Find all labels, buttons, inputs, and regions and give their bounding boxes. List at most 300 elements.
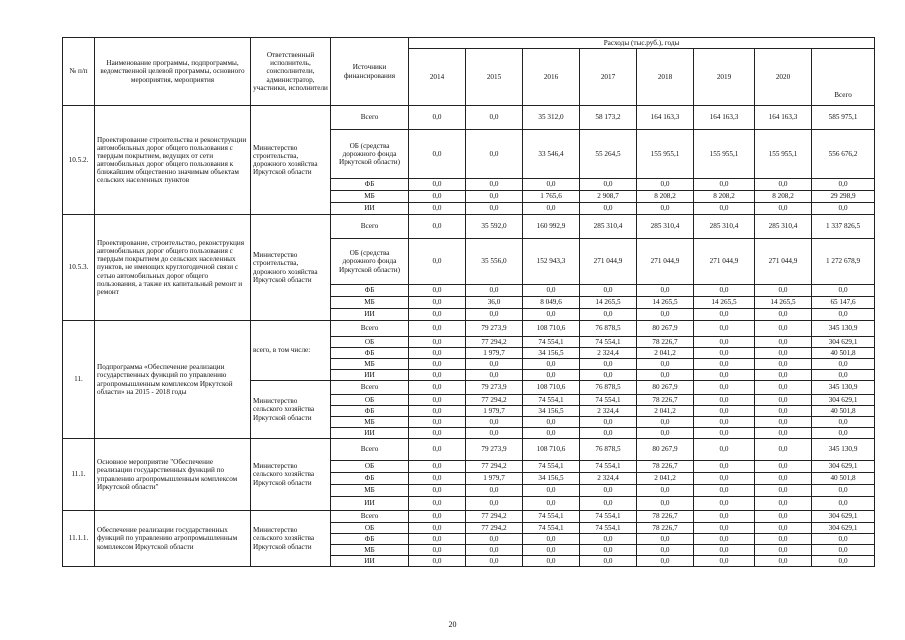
year-value: 0,0: [409, 359, 466, 370]
total-value: 0,0: [812, 428, 875, 439]
page-number: 20: [448, 620, 457, 629]
year-value: 0,0: [637, 485, 694, 497]
year-value: 164 163,3: [694, 106, 755, 130]
total-value: 556 676,2: [812, 130, 875, 179]
header-program-name: Наименование программы, подпрограммы, ведомственной целевой программы, основного мероприятия, мероприятия: [95, 38, 251, 106]
year-value: 0,0: [637, 497, 694, 511]
funding-source: ОБ: [331, 395, 409, 406]
year-value: 0,0: [523, 370, 580, 381]
year-value: 80 267,9: [637, 381, 694, 395]
year-value: 164 163,3: [637, 106, 694, 130]
year-value: 0,0: [694, 395, 755, 406]
funding-source: Всего: [331, 106, 409, 130]
year-value: 0,0: [637, 203, 694, 215]
executor: Министерство сельского хозяйства Иркутской области: [251, 511, 331, 567]
year-value: 0,0: [755, 461, 812, 473]
table-row: [63, 439, 875, 461]
year-value: 0,0: [694, 439, 755, 461]
year-value: 0,0: [694, 417, 755, 428]
year-value: 0,0: [409, 297, 466, 309]
program-name: Обеспечение реализации государственных функций по управлению агропромышленным комплексом Иркутской области: [95, 511, 251, 567]
year-value: 80 267,9: [637, 321, 694, 337]
year-value: 0,0: [466, 130, 523, 179]
header-year: 2014: [409, 49, 466, 106]
year-value: 2 324,4: [580, 348, 637, 359]
year-value: 0,0: [694, 511, 755, 523]
year-value: 0,0: [523, 556, 580, 567]
total-value: 0,0: [812, 545, 875, 556]
table-row: [63, 106, 875, 130]
funding-source: Всего: [331, 215, 409, 239]
row-code: 10.5.3.: [63, 215, 95, 321]
year-value: 77 294,2: [466, 395, 523, 406]
year-value: 35 592,0: [466, 215, 523, 239]
year-value: 74 554,1: [580, 511, 637, 523]
year-value: 74 554,1: [523, 511, 580, 523]
year-value: 0,0: [466, 203, 523, 215]
table-row: [63, 511, 875, 523]
funding-source: Всего: [331, 511, 409, 523]
header-year: 2015: [466, 49, 523, 106]
year-value: 0,0: [755, 348, 812, 359]
year-value: 74 554,1: [580, 461, 637, 473]
total-value: 0,0: [812, 309, 875, 321]
year-value: 0,0: [755, 309, 812, 321]
year-value: 0,0: [409, 406, 466, 417]
funding-source: ОБ (средства дорожного фонда Иркутской области): [331, 239, 409, 285]
table-row: [63, 215, 875, 239]
year-value: 0,0: [409, 381, 466, 395]
total-value: 304 629,1: [812, 395, 875, 406]
year-value: 285 310,4: [694, 215, 755, 239]
year-value: 0,0: [580, 417, 637, 428]
year-value: 0,0: [755, 395, 812, 406]
executor: Министерство строительства, дорожного хозяйства Иркутской области: [251, 106, 331, 215]
year-value: 2 324,4: [580, 406, 637, 417]
year-value: 155 955,1: [694, 130, 755, 179]
year-value: 108 710,6: [523, 321, 580, 337]
year-value: 0,0: [694, 179, 755, 191]
year-value: 0,0: [755, 285, 812, 297]
total-value: 65 147,6: [812, 297, 875, 309]
total-value: 304 629,1: [812, 523, 875, 534]
year-value: 0,0: [755, 321, 812, 337]
year-value: 0,0: [755, 203, 812, 215]
total-value: 0,0: [812, 497, 875, 511]
year-value: 271 044,9: [755, 239, 812, 285]
year-value: 155 955,1: [637, 130, 694, 179]
year-value: 0,0: [694, 381, 755, 395]
funding-source: ИИ: [331, 203, 409, 215]
year-value: 0,0: [694, 285, 755, 297]
year-value: 2 041,2: [637, 406, 694, 417]
year-value: 0,0: [523, 545, 580, 556]
year-value: 0,0: [755, 511, 812, 523]
total-value: 304 629,1: [812, 511, 875, 523]
year-value: 285 310,4: [755, 215, 812, 239]
year-value: 0,0: [523, 485, 580, 497]
total-value: 1 337 826,5: [812, 215, 875, 239]
year-value: 0,0: [694, 321, 755, 337]
year-value: 0,0: [409, 239, 466, 285]
year-value: 0,0: [755, 556, 812, 567]
funding-source: МБ: [331, 545, 409, 556]
program-name: Проектирование строительства и реконструкции автомобильных дорог общего пользования с твердым покрытием, ведущих от сети автомобильных дорог общего пользования к ближайшим общественно значимым объектам сельских населенных пунктов: [95, 106, 251, 215]
year-value: 74 554,1: [523, 461, 580, 473]
year-value: 76 878,5: [580, 321, 637, 337]
year-value: 0,0: [755, 381, 812, 395]
year-value: 0,0: [580, 545, 637, 556]
year-value: 0,0: [637, 179, 694, 191]
year-value: 0,0: [694, 348, 755, 359]
year-value: 0,0: [694, 556, 755, 567]
year-value: 0,0: [466, 179, 523, 191]
year-value: 34 156,5: [523, 406, 580, 417]
year-value: 77 294,2: [466, 523, 523, 534]
year-value: 0,0: [755, 428, 812, 439]
executor: Министерство строительства, дорожного хозяйства Иркутской области: [251, 215, 331, 321]
year-value: 34 156,5: [523, 348, 580, 359]
header-year: 2016: [523, 49, 580, 106]
funding-source: ФБ: [331, 406, 409, 417]
year-value: 0,0: [637, 556, 694, 567]
year-value: 79 273,9: [466, 381, 523, 395]
funding-source: МБ: [331, 485, 409, 497]
program-name: Подпрограмма «Обеспечение реализации государственных функций по управлению агропромышленным комплексом Иркутской области» на 2015 - 2018 годы: [95, 321, 251, 439]
header-total: Всего: [812, 49, 875, 106]
year-value: 108 710,6: [523, 381, 580, 395]
year-value: 0,0: [755, 439, 812, 461]
year-value: 14 265,5: [580, 297, 637, 309]
year-value: 2 041,2: [637, 348, 694, 359]
year-value: 0,0: [523, 417, 580, 428]
year-value: 0,0: [580, 485, 637, 497]
year-value: 2 324,4: [580, 473, 637, 485]
year-value: 0,0: [409, 511, 466, 523]
total-value: 40 501,8: [812, 406, 875, 417]
executor: всего, в том числе:: [251, 321, 331, 381]
year-value: 0,0: [637, 309, 694, 321]
budget-table: [62, 37, 875, 567]
year-value: 34 156,5: [523, 473, 580, 485]
year-value: 0,0: [637, 417, 694, 428]
year-value: 0,0: [755, 545, 812, 556]
year-value: 1 979,7: [466, 348, 523, 359]
year-value: 0,0: [409, 130, 466, 179]
total-value: 0,0: [812, 485, 875, 497]
year-value: 0,0: [755, 359, 812, 370]
year-value: 8 208,2: [694, 191, 755, 203]
executor: Министерство сельского хозяйства Иркутской области: [251, 439, 331, 511]
funding-source: Всего: [331, 381, 409, 395]
year-value: 285 310,4: [637, 215, 694, 239]
year-value: 0,0: [409, 497, 466, 511]
year-value: 0,0: [755, 485, 812, 497]
year-value: 0,0: [694, 309, 755, 321]
year-value: 74 554,1: [523, 523, 580, 534]
year-value: 0,0: [409, 337, 466, 348]
year-value: 164 163,3: [755, 106, 812, 130]
year-value: 0,0: [409, 321, 466, 337]
total-value: 0,0: [812, 179, 875, 191]
year-value: 0,0: [466, 309, 523, 321]
funding-source: ИИ: [331, 428, 409, 439]
year-value: 77 294,2: [466, 337, 523, 348]
year-value: 0,0: [409, 485, 466, 497]
year-value: 74 554,1: [580, 523, 637, 534]
year-value: 80 267,9: [637, 439, 694, 461]
year-value: 0,0: [523, 534, 580, 545]
year-value: 35 556,0: [466, 239, 523, 285]
total-value: 304 629,1: [812, 337, 875, 348]
funding-source: Всего: [331, 321, 409, 337]
year-value: 0,0: [523, 497, 580, 511]
total-value: 585 975,1: [812, 106, 875, 130]
total-value: 0,0: [812, 534, 875, 545]
year-value: 0,0: [409, 556, 466, 567]
year-value: 0,0: [409, 203, 466, 215]
funding-source: ИИ: [331, 370, 409, 381]
year-value: 33 546,4: [523, 130, 580, 179]
year-value: 0,0: [409, 545, 466, 556]
year-value: 0,0: [580, 497, 637, 511]
year-value: 0,0: [637, 370, 694, 381]
table-row: [63, 321, 875, 337]
year-value: 0,0: [409, 395, 466, 406]
year-value: 14 265,5: [694, 297, 755, 309]
funding-source: Всего: [331, 439, 409, 461]
total-value: 345 130,9: [812, 381, 875, 395]
year-value: 74 554,1: [580, 337, 637, 348]
year-value: 0,0: [755, 179, 812, 191]
funding-source: ИИ: [331, 309, 409, 321]
year-value: 0,0: [409, 428, 466, 439]
year-value: 0,0: [466, 556, 523, 567]
program-name: Основное мероприятие "Обеспечение реализации государственных функций по управлению агропромышленным комплексом Иркутской области": [95, 439, 251, 511]
program-name: Проектирование, строительство, реконструкция автомобильных дорог общего пользования с твердым покрытием до сельских населенных пунктов, не имеющих круглогодичной связи с сетью автомобильных дорог общего пользования, а также их капитальный ремонт и ремонт: [95, 215, 251, 321]
year-value: 0,0: [409, 309, 466, 321]
year-value: 0,0: [409, 461, 466, 473]
funding-source: МБ: [331, 297, 409, 309]
year-value: 0,0: [580, 428, 637, 439]
header-funding-source: Источники финансирования: [331, 38, 409, 106]
year-value: 0,0: [637, 428, 694, 439]
year-value: 77 294,2: [466, 511, 523, 523]
year-value: 155 955,1: [755, 130, 812, 179]
total-value: 0,0: [812, 556, 875, 567]
year-value: 0,0: [637, 285, 694, 297]
header-year: 2020: [755, 49, 812, 106]
year-value: 152 943,3: [523, 239, 580, 285]
year-value: 0,0: [580, 179, 637, 191]
header-expenses: Расходы (тыс.руб.), годы: [409, 38, 875, 49]
year-value: 0,0: [466, 534, 523, 545]
funding-source: МБ: [331, 191, 409, 203]
year-value: 0,0: [409, 106, 466, 130]
year-value: 74 554,1: [523, 395, 580, 406]
year-value: 0,0: [466, 428, 523, 439]
year-value: 76 878,5: [580, 381, 637, 395]
year-value: 0,0: [694, 461, 755, 473]
executor: Министерство сельского хозяйства Иркутской области: [251, 381, 331, 439]
year-value: 0,0: [523, 428, 580, 439]
year-value: 0,0: [755, 417, 812, 428]
year-value: 0,0: [466, 497, 523, 511]
year-value: 0,0: [523, 203, 580, 215]
funding-source: ИИ: [331, 497, 409, 511]
row-code: 11.: [63, 321, 95, 439]
year-value: 2 041,2: [637, 473, 694, 485]
year-value: 78 226,7: [637, 461, 694, 473]
year-value: 14 265,5: [755, 297, 812, 309]
year-value: 0,0: [694, 203, 755, 215]
year-value: 0,0: [694, 485, 755, 497]
year-value: 271 044,9: [637, 239, 694, 285]
year-value: 0,0: [466, 359, 523, 370]
row-code: 11.1.1.: [63, 511, 95, 567]
year-value: 78 226,7: [637, 395, 694, 406]
total-value: 345 130,9: [812, 321, 875, 337]
table-body: [63, 106, 875, 567]
total-value: 29 298,9: [812, 191, 875, 203]
year-value: 0,0: [523, 359, 580, 370]
year-value: 55 264,5: [580, 130, 637, 179]
year-value: 0,0: [755, 473, 812, 485]
year-value: 0,0: [409, 417, 466, 428]
total-value: 1 272 678,9: [812, 239, 875, 285]
year-value: 2 908,7: [580, 191, 637, 203]
total-value: 345 130,9: [812, 439, 875, 461]
year-value: 77 294,2: [466, 461, 523, 473]
year-value: 271 044,9: [694, 239, 755, 285]
year-value: 0,0: [409, 285, 466, 297]
year-value: 0,0: [755, 497, 812, 511]
year-value: 0,0: [755, 370, 812, 381]
header-year: 2019: [694, 49, 755, 106]
row-code: 11.1.: [63, 439, 95, 511]
year-value: 76 878,5: [580, 439, 637, 461]
row-code: 10.5.2.: [63, 106, 95, 215]
year-value: 0,0: [466, 545, 523, 556]
total-value: 0,0: [812, 359, 875, 370]
funding-source: ИИ: [331, 556, 409, 567]
year-value: 79 273,9: [466, 439, 523, 461]
funding-source: ФБ: [331, 348, 409, 359]
year-value: 0,0: [466, 191, 523, 203]
total-value: 0,0: [812, 203, 875, 215]
year-value: 0,0: [580, 359, 637, 370]
year-value: 0,0: [694, 473, 755, 485]
year-value: 14 265,5: [637, 297, 694, 309]
header-year: 2017: [580, 49, 637, 106]
year-value: 0,0: [755, 337, 812, 348]
year-value: 285 310,4: [580, 215, 637, 239]
total-value: 40 501,8: [812, 473, 875, 485]
year-value: 0,0: [466, 417, 523, 428]
year-value: 74 554,1: [580, 395, 637, 406]
year-value: 0,0: [694, 406, 755, 417]
year-value: 0,0: [694, 337, 755, 348]
header-number: № п/п: [63, 38, 95, 106]
total-value: 0,0: [812, 285, 875, 297]
total-value: 0,0: [812, 417, 875, 428]
year-value: 1 765,6: [523, 191, 580, 203]
year-value: 58 173,2: [580, 106, 637, 130]
year-value: 160 992,9: [523, 215, 580, 239]
year-value: 1 979,7: [466, 473, 523, 485]
year-value: 0,0: [523, 179, 580, 191]
year-value: 0,0: [409, 348, 466, 359]
funding-source: ФБ: [331, 534, 409, 545]
header-executor: Ответственный исполнитель, соисполнители, администратор, участники, исполнители: [251, 38, 331, 106]
year-value: 0,0: [755, 406, 812, 417]
total-value: 40 501,8: [812, 348, 875, 359]
funding-source: МБ: [331, 359, 409, 370]
year-value: 271 044,9: [580, 239, 637, 285]
year-value: 0,0: [409, 179, 466, 191]
year-value: 0,0: [755, 523, 812, 534]
year-value: 78 226,7: [637, 337, 694, 348]
funding-source: ФБ: [331, 473, 409, 485]
year-value: 0,0: [580, 285, 637, 297]
year-value: 0,0: [694, 534, 755, 545]
funding-source: ФБ: [331, 179, 409, 191]
year-value: 0,0: [523, 309, 580, 321]
year-value: 0,0: [466, 285, 523, 297]
year-value: 0,0: [466, 370, 523, 381]
year-value: 0,0: [580, 370, 637, 381]
year-value: 0,0: [580, 203, 637, 215]
year-value: 74 554,1: [523, 337, 580, 348]
year-value: 0,0: [409, 534, 466, 545]
funding-source: ОБ: [331, 523, 409, 534]
total-value: 304 629,1: [812, 461, 875, 473]
year-value: 79 273,9: [466, 321, 523, 337]
year-value: 0,0: [523, 285, 580, 297]
year-value: 0,0: [580, 309, 637, 321]
year-value: 0,0: [409, 370, 466, 381]
year-value: 0,0: [409, 473, 466, 485]
year-value: 8 208,2: [755, 191, 812, 203]
year-value: 0,0: [694, 370, 755, 381]
year-value: 0,0: [466, 485, 523, 497]
year-value: 0,0: [694, 545, 755, 556]
year-value: 0,0: [694, 497, 755, 511]
year-value: 8 208,2: [637, 191, 694, 203]
funding-source: ОБ (средства дорожного фонда Иркутской области): [331, 130, 409, 179]
funding-source: ФБ: [331, 285, 409, 297]
year-value: 78 226,7: [637, 511, 694, 523]
year-value: 0,0: [409, 215, 466, 239]
year-value: 78 226,7: [637, 523, 694, 534]
funding-source: ОБ: [331, 461, 409, 473]
year-value: 0,0: [694, 523, 755, 534]
year-value: 0,0: [580, 556, 637, 567]
year-value: 8 049,6: [523, 297, 580, 309]
year-value: 0,0: [694, 359, 755, 370]
funding-source: ОБ: [331, 337, 409, 348]
year-value: 0,0: [409, 439, 466, 461]
year-value: 0,0: [409, 191, 466, 203]
year-value: 0,0: [580, 534, 637, 545]
funding-source: МБ: [331, 417, 409, 428]
year-value: 0,0: [637, 359, 694, 370]
year-value: 1 979,7: [466, 406, 523, 417]
year-value: 0,0: [409, 523, 466, 534]
year-value: 0,0: [755, 534, 812, 545]
year-value: 0,0: [694, 428, 755, 439]
year-value: 35 312,0: [523, 106, 580, 130]
